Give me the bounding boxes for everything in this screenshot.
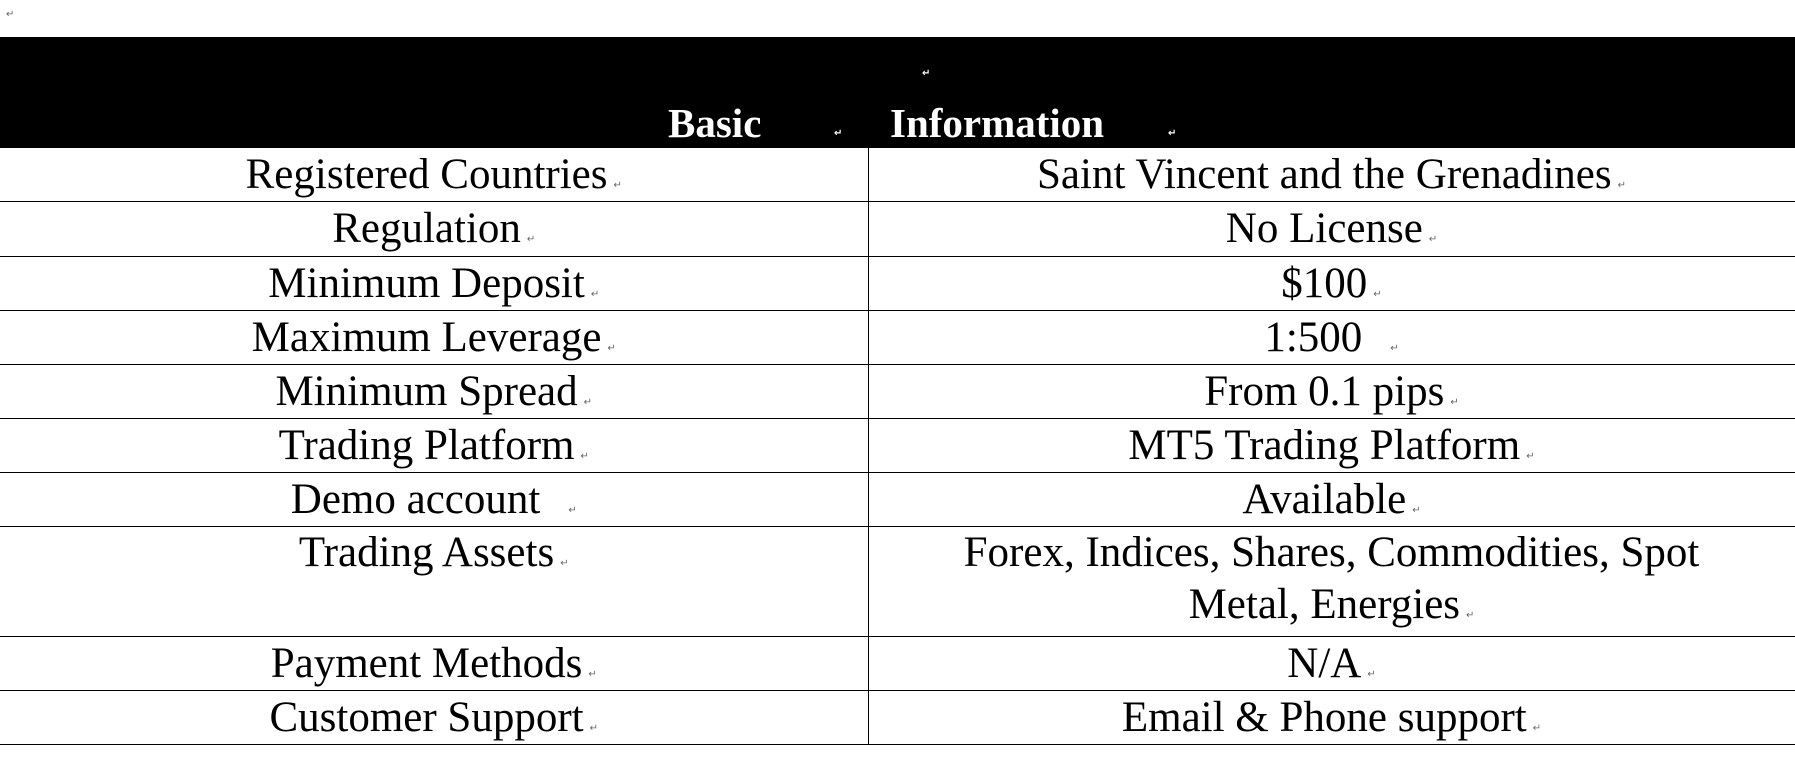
row-label-cell — [0, 148, 868, 202]
row-label-cell — [0, 419, 868, 473]
header-basic-label: Basic — [668, 100, 762, 147]
row-value: N/A — [1287, 639, 1362, 687]
table-row — [0, 527, 1795, 636]
row-value: $100 — [1281, 259, 1368, 307]
row-label-cell — [0, 202, 868, 256]
row-value-cell — [868, 148, 1795, 202]
table-row — [0, 636, 1795, 690]
paragraph-mark-icon: ↵ — [1367, 668, 1376, 680]
row-label: Minimum Spread — [275, 367, 578, 415]
table-row — [0, 473, 1795, 527]
paragraph-mark-icon: ↵ — [590, 288, 600, 300]
table-row — [0, 202, 1795, 256]
paragraph-mark-icon: ↵ — [568, 505, 577, 517]
header-information-label: Information — [890, 100, 1105, 147]
paragraph-mark-icon: ↵ — [1526, 451, 1535, 463]
row-label-cell — [0, 473, 868, 527]
row-value: Saint Vincent and the Grenadines — [1037, 151, 1612, 199]
row-value-cell — [868, 256, 1795, 310]
paragraph-mark-icon: ↵ — [1428, 234, 1438, 246]
paragraph-mark-icon: ↵ — [834, 128, 843, 140]
table-header-cell — [0, 37, 1795, 148]
row-label: Trading Platform — [278, 422, 575, 470]
row-value-cell — [868, 364, 1795, 418]
table-header-row — [0, 37, 1795, 148]
row-value: Available — [1242, 476, 1407, 524]
paragraph-mark-icon: ↵ — [583, 396, 593, 408]
paragraph-mark-icon: ↵ — [588, 668, 597, 680]
row-label: Maximum Leverage — [251, 313, 602, 361]
row-label: Payment Methods — [270, 639, 583, 687]
table-row — [0, 148, 1795, 202]
row-label-cell — [0, 364, 868, 418]
paragraph-mark-icon: ↵ — [613, 180, 622, 192]
paragraph-mark-icon: ↵ — [1450, 396, 1459, 408]
paragraph-mark-icon: ↵ — [607, 342, 616, 354]
row-value: Email & Phone support — [1121, 693, 1527, 741]
paragraph-mark-icon: ↵ — [1390, 342, 1399, 354]
row-label: Customer Support — [269, 693, 584, 741]
row-label: Regulation — [332, 205, 521, 253]
paragraph-mark-icon: ↵ — [526, 234, 536, 246]
row-value: From 0.1 pips — [1204, 367, 1445, 415]
row-value-cell — [868, 419, 1795, 473]
row-value: 1:500 — [1264, 313, 1363, 361]
table-row — [0, 364, 1795, 418]
paragraph-mark-icon: ↵ — [1373, 288, 1382, 300]
basic-information-table — [0, 37, 1795, 745]
paragraph-mark-icon: ↵ — [1412, 505, 1421, 517]
table-row — [0, 256, 1795, 310]
row-label: Trading Assets — [298, 529, 555, 577]
row-label: Minimum Deposit — [268, 259, 585, 307]
row-value-cell — [868, 690, 1795, 744]
paragraph-mark-icon: ↵ — [922, 68, 931, 79]
paragraph-mark-icon: ↵ — [6, 9, 15, 20]
row-value-cell — [868, 473, 1795, 527]
paragraph-mark-icon: ↵ — [589, 722, 599, 734]
row-value-cell — [868, 527, 1795, 636]
row-label: Demo account — [290, 476, 541, 524]
row-label-cell — [0, 636, 868, 690]
row-label-cell — [0, 690, 868, 744]
paragraph-mark-icon: ↵ — [1168, 128, 1177, 140]
row-label-cell — [0, 527, 868, 636]
paragraph-mark-icon: ↵ — [1532, 722, 1542, 734]
row-label-cell — [0, 256, 868, 310]
paragraph-mark-icon: ↵ — [1617, 180, 1626, 192]
row-value: MT5 Trading Platform — [1128, 422, 1521, 470]
row-value-cell — [868, 202, 1795, 256]
row-value-cell — [868, 310, 1795, 364]
paragraph-mark-icon: ↵ — [1466, 610, 1475, 622]
paragraph-mark-icon: ↵ — [580, 451, 589, 463]
table-row — [0, 419, 1795, 473]
row-value-cell — [868, 636, 1795, 690]
table-row — [0, 310, 1795, 364]
paragraph-mark-icon: ↵ — [560, 558, 569, 570]
row-label: Registered Countries — [245, 151, 608, 199]
row-value: No License — [1225, 205, 1423, 253]
row-label-cell — [0, 310, 868, 364]
table-row — [0, 690, 1795, 744]
row-value: Forex, Indices, Shares, Commodities, Spot Metal, Energies — [963, 529, 1700, 629]
